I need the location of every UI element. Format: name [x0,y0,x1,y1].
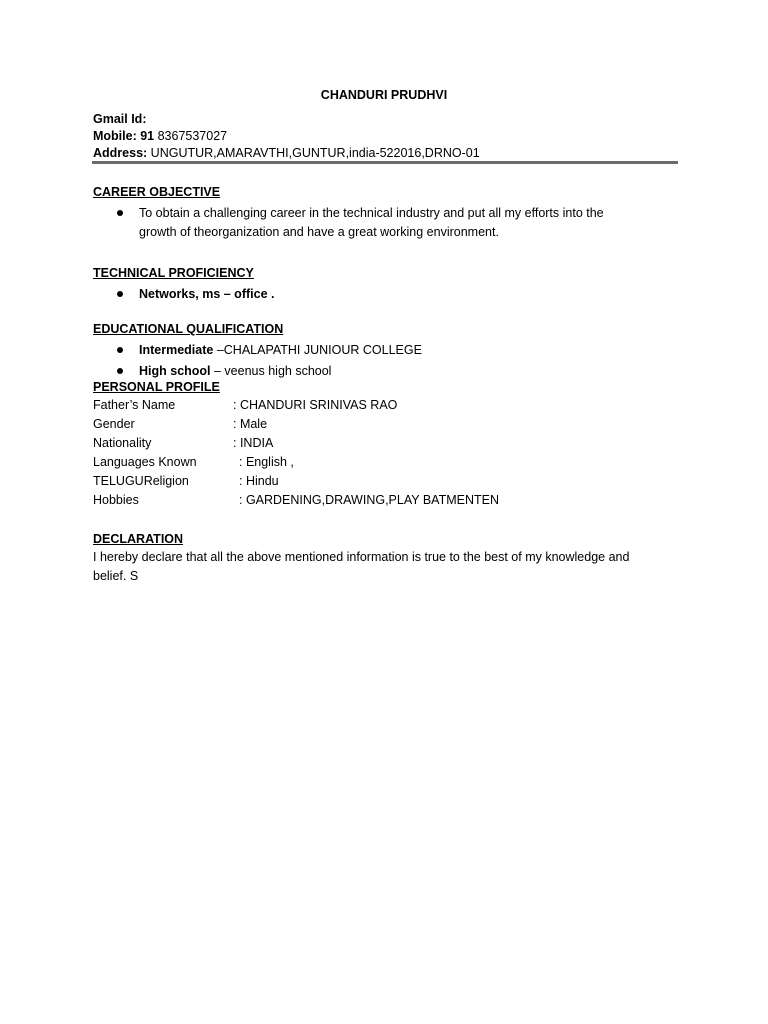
technical-proficiency-item: Networks, ms – office . [139,287,275,301]
bullet-icon [117,210,123,216]
header-divider [92,161,678,164]
profile-value-languages: : English , [239,455,294,469]
address-line [93,145,480,161]
education-item-value: –CHALAPATHI JUNIOUR COLLEGE [213,343,422,357]
profile-value-nationality: : INDIA [233,436,274,450]
profile-label-religion: TELUGUReligion [93,474,189,488]
educational-qualification-heading: EDUCATIONAL QUALIFICATION [93,322,284,336]
address-label: Address: [93,146,148,160]
profile-value-fathers-name: : CHANDURI SRINIVAS RAO [233,398,398,412]
career-objective-line-2: growth of theorganization and have a great working environment. [139,225,499,239]
declaration-line-1: I hereby declare that all the above mentioned information is true to the best of my knowledge and [93,550,630,564]
education-item-label: Intermediate [139,343,214,357]
bullet-icon [117,368,123,374]
mobile-line [93,128,227,144]
profile-label-nationality: Nationality [93,436,152,450]
career-objective-line-1: To obtain a challenging career in the technical industry and put all my efforts into the [139,206,604,220]
profile-label-gender: Gender [93,417,135,431]
declaration-line-2: belief. S [93,569,139,583]
education-item-value: – veenus high school [210,364,332,378]
career-objective-heading: CAREER OBJECTIVE [93,185,221,199]
technical-proficiency-heading: TECHNICAL PROFICIENCY [93,266,254,280]
education-item [139,363,331,379]
profile-label-languages: Languages Known [93,455,197,469]
profile-value-hobbies: : GARDENING,DRAWING,PLAY BATMENTEN [239,493,499,507]
education-item-label: High school [139,364,211,378]
profile-value-religion: : Hindu [239,474,279,488]
profile-label-fathers-name: Father’s Name [93,398,176,412]
mobile-label: Mobile: 91 [93,129,155,143]
address-value: UNGUTUR,AMARAVTHI,GUNTUR,india-522016,DRNO-01 [147,146,480,160]
bullet-icon [117,291,123,297]
gmail-label: Gmail Id: [93,112,147,126]
candidate-name: CHANDURI PRUDHVI [320,88,448,102]
personal-profile-heading: PERSONAL PROFILE [93,380,220,394]
bullet-icon [117,347,123,353]
declaration-heading: DECLARATION [93,532,184,546]
education-item [139,342,422,358]
profile-label-hobbies: Hobbies [93,493,139,507]
profile-value-gender: : Male [233,417,268,431]
mobile-value: 8367537027 [154,129,228,143]
